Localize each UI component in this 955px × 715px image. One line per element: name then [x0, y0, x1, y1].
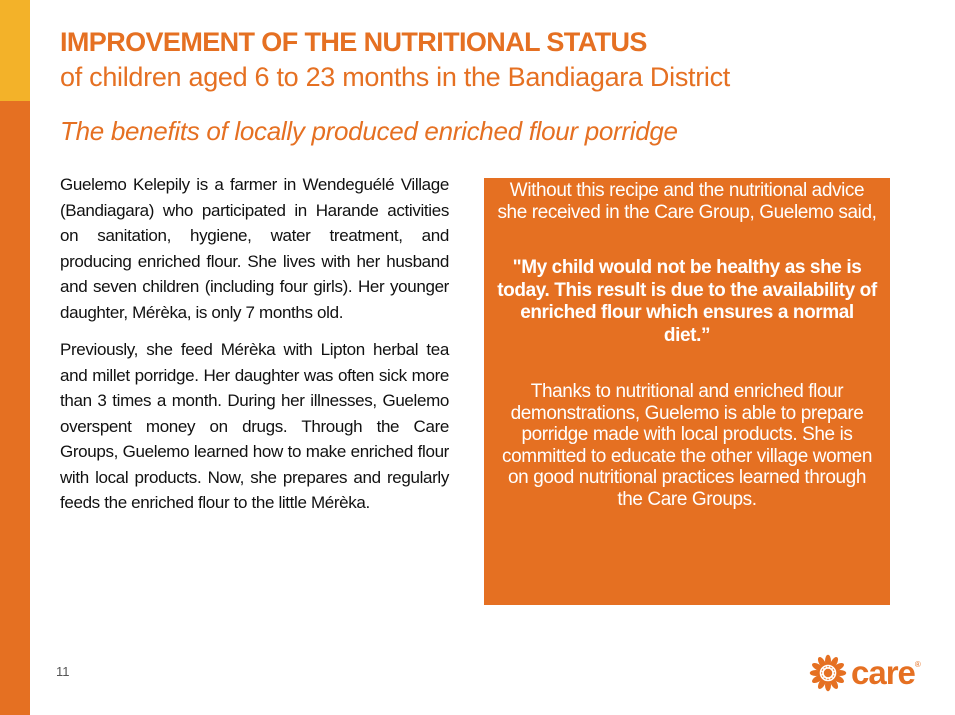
testimonial-outro: Thanks to nutritional and enriched flour demonstrations, Guelemo is able to prepare porridge made with local products. She is committed to educate the other village women on good nutritional practices learned through the Care Groups.: [502, 381, 872, 510]
page-number: 11: [56, 664, 70, 679]
care-sunburst-icon: [808, 653, 848, 693]
story-text-column: [60, 172, 449, 528]
testimonial-box: [484, 178, 890, 605]
registered-mark: ®: [914, 660, 921, 669]
care-logo-text: care: [851, 654, 915, 691]
story-paragraph-2: Previously, she feed Mérèka with Lipton herbal tea and millet porridge. Her daughter was often sick more than 3 times a month. During her illnesses, Guelemo overspent money on drugs. Through the Care Groups, Guelemo learned how to make enriched flour with local products. Now, she prepares and regularly feeds the enriched flour to the little Mérèka.: [60, 340, 449, 512]
testimonial-quote: "My child would not be healthy as she is today. This result is due to the availability of enriched flour which ensures a normal diet.”: [497, 257, 877, 346]
left-accent-bar-orange: [0, 101, 30, 715]
page-subtitle: of children aged 6 to 23 months in the Bandiagara District: [60, 62, 731, 92]
left-accent-bar-yellow: [0, 0, 30, 101]
story-paragraph-1: Guelemo Kelepily is a farmer in Wendeguélé Village (Bandiagara) who participated in Harande activities on sanitation, hygiene, water treatment, and producing enriched flour. She lives with her husband and seven children (including four girls). Her younger daughter, Mérèka, is only 7 months old.: [60, 175, 449, 322]
care-logo: [808, 652, 938, 694]
page-title: IMPROVEMENT OF THE NUTRITIONAL STATUS: [60, 27, 647, 57]
page-tagline: The benefits of locally produced enriched flour porridge: [60, 116, 678, 146]
testimonial-intro: Without this recipe and the nutritional advice she received in the Care Group, Guelemo said,: [497, 180, 877, 223]
